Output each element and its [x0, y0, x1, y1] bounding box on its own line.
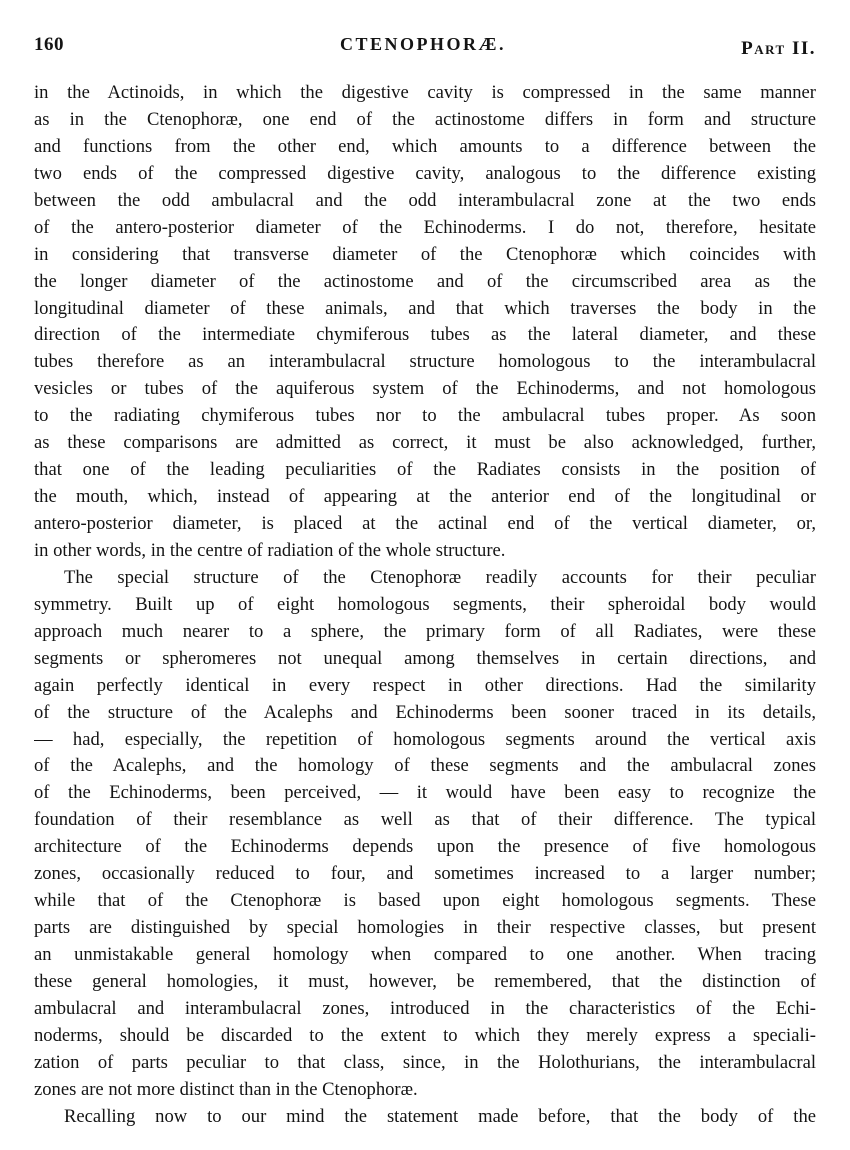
text-line: of the antero-posterior diameter of the Echinoderms. I do not, therefore, hesitate: [34, 216, 816, 238]
text-line: and functions from the other end, which amounts to a difference between the: [34, 135, 816, 157]
text-line: these general homologies, it must, however, be remembered, that the distinction of: [34, 970, 816, 992]
text-line: in considering that transverse diameter of the Ctenophoræ which coincides with: [34, 243, 816, 265]
text-line: while that of the Ctenophoræ is based upon eight homologous segments. These: [34, 890, 816, 912]
text-line: again perfectly identical in every respect in other directions. Had the similarity: [34, 674, 816, 696]
text-line: antero-posterior diameter, is placed at the actinal end of the vertical diameter, or,: [34, 513, 816, 534]
text-line: of the Echinoderms, been perceived, — it would have been easy to recognize the: [34, 782, 816, 804]
text-line: approach much nearer to a sphere, the primary form of all Radiates, were these: [34, 620, 816, 642]
text-line: as in the Ctenophoræ, one end of the actinostome differs in form and structure: [34, 108, 816, 130]
text-line: to the radiating chymiferous tubes nor to the ambulacral tubes proper. As soon: [34, 405, 816, 427]
paragraph-2: [34, 565, 816, 1104]
text-line: the mouth, which, instead of appearing at the anterior end of the longitudinal or: [34, 486, 816, 508]
text-line: that one of the leading peculiarities of the Radiates consists in the position of: [34, 459, 816, 481]
text-line: foundation of their resemblance as well as that of their difference. The typical: [34, 809, 816, 831]
text-line: an unmistakable general homology when compared to one another. When tracing: [34, 944, 816, 965]
text-line: parts are distinguished by special homologies in their respective classes, but present: [34, 917, 816, 939]
text-line: symmetry. Built up of eight homologous segments, their spheroidal body would: [34, 593, 816, 615]
body-text: [34, 80, 816, 1131]
text-line: in other words, in the centre of radiation of the whole structure.: [34, 539, 506, 561]
text-line: of the structure of the Acalephs and Echinoderms been sooner traced in its details,: [34, 701, 816, 723]
part-label: Part II.: [741, 38, 816, 59]
text-line: in the Actinoids, in which the digestive cavity is compressed in the same manner: [34, 82, 816, 103]
text-line: The special structure of the Ctenophoræ readily accounts for their peculiar: [64, 566, 816, 588]
text-line: vesicles or tubes of the aquiferous system of the Echinoderms, and not homologous: [34, 378, 816, 400]
text-line: two ends of the compressed digestive cavity, analogous to the difference existing: [34, 162, 816, 184]
text-line: longitudinal diameter of these animals, and that which traverses the body in the: [34, 297, 816, 319]
text-line: architecture of the Echinoderms depends upon the presence of five homologous: [34, 836, 816, 858]
text-line: zones, occasionally reduced to four, and sometimes increased to a larger number;: [34, 863, 816, 885]
text-line: of the Acalephs, and the homology of these segments and the ambulacral zones: [34, 755, 816, 777]
text-line: zation of parts peculiar to that class, since, in the Holothurians, the interambulacral: [34, 1051, 816, 1073]
text-line: tubes therefore as an interambulacral structure homologous to the interambulacral: [34, 351, 816, 373]
text-line: between the odd ambulacral and the odd interambulacral zone at the two ends: [34, 189, 816, 211]
text-line: as these comparisons are admitted as correct, it must be also acknowledged, further,: [34, 432, 816, 454]
text-line: Recalling now to our mind the statement made before, that the body of the: [64, 1105, 816, 1127]
running-head: [34, 34, 816, 64]
text-line: direction of the intermediate chymiferous tubes as the lateral diameter, and these: [34, 324, 816, 346]
running-title: CTENOPHORÆ.: [340, 34, 507, 54]
paragraph-1: [34, 80, 816, 565]
text-line: zones are not more distinct than in the Ctenophoræ.: [34, 1078, 418, 1100]
page-number: 160: [34, 34, 64, 55]
text-line: — had, especially, the repetition of homologous segments around the vertical axis: [34, 728, 816, 750]
text-line: the longer diameter of the actinostome and of the circumscribed area as the: [34, 270, 816, 292]
text-line: ambulacral and interambulacral zones, introduced in the characteristics of the Echi-: [34, 997, 816, 1019]
text-line: noderms, should be discarded to the extent to which they merely express a speciali-: [34, 1024, 816, 1046]
paragraph-3: [34, 1104, 816, 1131]
text-line: segments or spheromeres not unequal among themselves in certain directions, and: [34, 647, 816, 669]
